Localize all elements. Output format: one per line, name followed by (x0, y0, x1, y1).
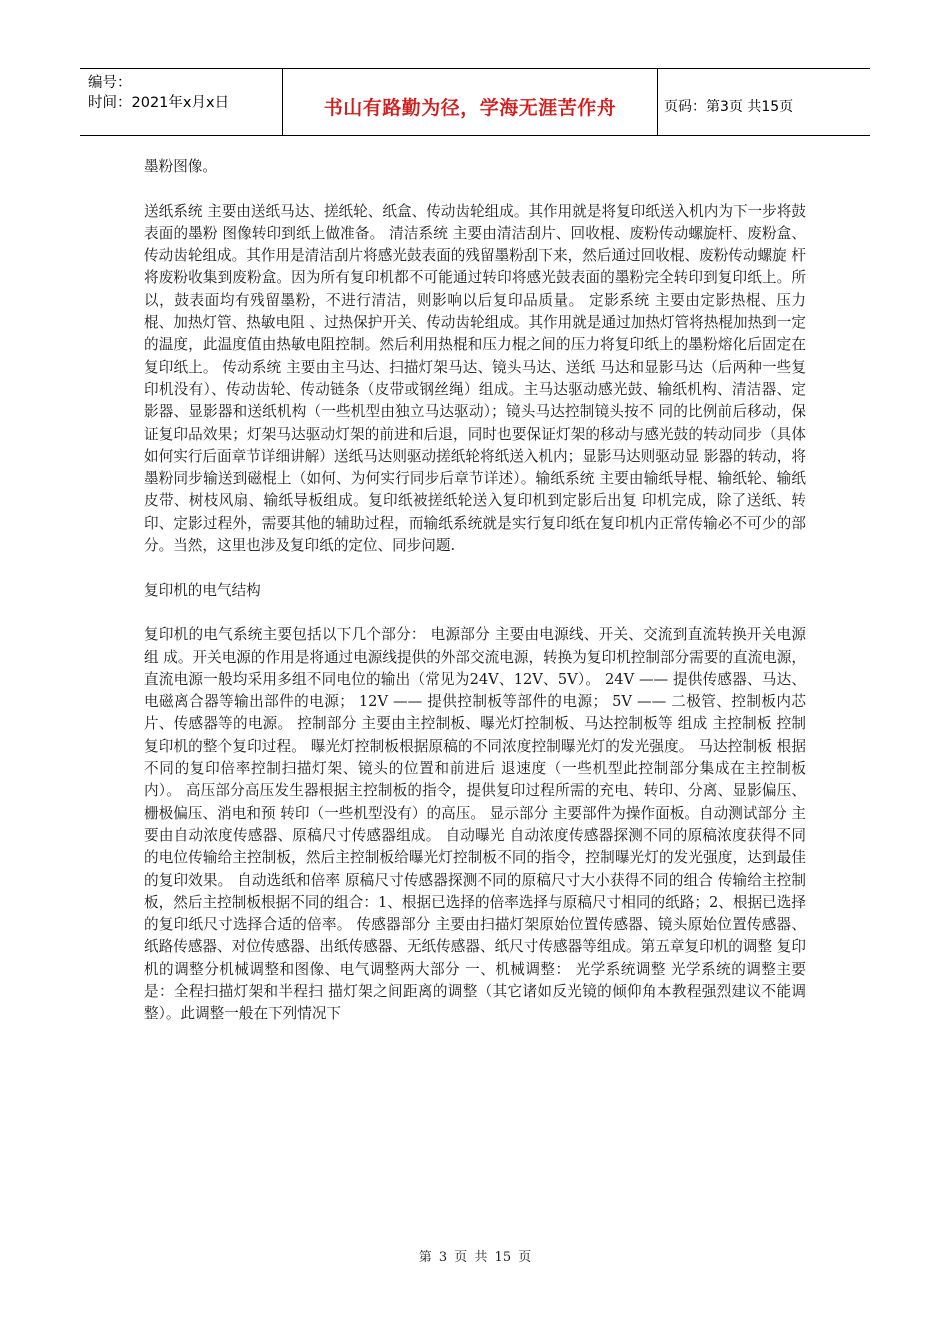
document-time-label: 时间：2021年x月x日 (88, 95, 230, 111)
document-code-label: 编号： (88, 75, 132, 91)
document-body (144, 156, 806, 1026)
header-meta (80, 69, 282, 135)
paragraph-intro: 墨粉图像。 (144, 158, 217, 175)
header-motto-cell (282, 69, 658, 135)
paragraph-spacer (144, 602, 806, 624)
section-heading-electrical: 复印机的电气结构 (144, 581, 261, 599)
paragraph-mechanical-systems: 送纸系统 主要由送纸马达、搓纸轮、纸盒、传动齿轮组成。其作用就是将复印纸送入机内为下一步将鼓表面的墨粉 图像转印到纸上做准备。 清洁系统 主要由清洁刮片、回收棍、废粉传动螺旋杆、废粉盒、传动齿轮组成。其作用是清洁刮片将感光鼓表面的残留墨粉刮下来，然后通过回收棍、废粉传动螺旋 杆将废粉收集到废粉盒。因为所有复印机都不可能通过转印将感光鼓表面的墨粉完全转印到复印纸上。所以，鼓表面均有残留墨粉，不进行清洁，则影响以后复印品质量。 定影系统 主要由定影热棍、压力棍、加热灯管、热敏电阻 、过热保护开关、传动齿轮组成。其作用就是通过加热灯管将热棍加热到一定的温度，此温度值由热敏电阻控制。然后利用热棍和压力棍之间的压力将复印纸上的墨粉熔化后固定在复印纸上。 传动系统 主要由主马达、扫描灯架马达、镜头马达、送纸 马达和显影马达（后两种一些复印机没有）、传动齿轮、传动链条（皮带或钢丝绳）组成。主马达驱动感光鼓、输纸机构、清洁器、定影器、显影器和送纸机构（一些机型由独立马达驱动）；镜头马达控制镜头按不 同的比例前后移动，保证复印品效果；灯架马达驱动灯架的前进和后退，同时也要保证灯架的移动与感光鼓的转动同步（具体如何实行后面章节详细讲解）送纸马达则驱动搓纸轮将纸送入机内；显影马达则驱动显 影器的转动，将墨粉同步输送到磁棍上（如何、为何实行同步后章节详述）。输纸系统 主要由输纸导棍、输纸轮、输纸皮带、树枝风扇、输纸导板组成。复印纸被搓纸轮送入复印机到定影后出复 印机完成，除了送纸、转印、定影过程外，需要其他的辅助过程，而输纸系统就是实行复印纸在复印机内正常传输必不可少的部分。当然，这里也涉及复印纸的定位、同步问题. (144, 202, 806, 555)
paragraph-spacer (144, 557, 806, 579)
paragraph-spacer (144, 178, 806, 200)
header-page-info: 页码：第3页 共15页 (664, 99, 794, 115)
header-motto: 书山有路勤为径，学海无涯苦作舟 (323, 96, 617, 119)
page-footer: 第 3 页 共 15 页 (418, 1250, 532, 1265)
header-page-info-cell (658, 69, 870, 135)
paragraph-electrical-systems: 复印机的电气系统主要包括以下几个部分： 电源部分 主要由电源线、开关、交流到直流转换开关电源组 成。开关电源的作用是将通过电源线提供的外部交流电源，转换为复印机控制部分需要的直流电源，直流电源一般均采用多组不同电位的输出（常见为24V、12V、5V）。 24V —— 提供传感器、马达、电磁离合器等输出部件的电源； 12V —— 提供控制板等部件的电源； 5V —— 二极管、控制板内芯片、传感器等的电源。 控制部分 主要由主控制板、曝光灯控制板、马达控制板等 组成 主控制板 控制复印机的整个复印过程。 曝光灯控制板根据原稿的不同浓度控制曝光灯的发光强度。 马达控制板 根据不同的复印倍率控制扫描灯架、镜头的位置和前进后 退速度（一些机型此控制部分集成在主控制板内）。 高压部分高压发生器根据主控制板的指令，提供复印过程所需的充电、转印、分离、显影偏压、栅极偏压、消电和预 转印（一些机型没有）的高压。 显示部分 主要部件为操作面板。自动测试部分 主要由自动浓度传感器、原稿尺寸传感器组成。 自动曝光 自动浓度传感器探测不同的原稿浓度获得不同的电位传输给主控制板，然后主控制板给曝光灯控制板不同的指令，控制曝光灯的发光强度，达到最佳的复印效果。 自动选纸和倍率 原稿尺寸传感器探测不同的原稿尺寸大小获得不同的组合 传输给主控制板，然后主控制板根据不同的组合：1、根据已选择的倍率选择与原稿尺寸相同的纸路；2、根据已选择的复印纸尺寸选择合适的倍率。 传感器部分 主要由扫描灯架原始位置传感器、镜头原始位置传感器、 纸路传感器、对位传感器、出纸传感器、无纸传感器、纸尺寸传感器等组成。第五章复印机的调整 复印机的调整分机械调整和图像、电气调整两大部分 一、机械调整： 光学系统调整 光学系统的调整主要是：全程扫描灯架和半程扫 描灯架之间距离的调整（其它诸如反光镜的倾仰角本教程强烈建议不能调整）。此调整一般在下列情况下 (144, 626, 806, 1023)
page-header (80, 68, 870, 136)
